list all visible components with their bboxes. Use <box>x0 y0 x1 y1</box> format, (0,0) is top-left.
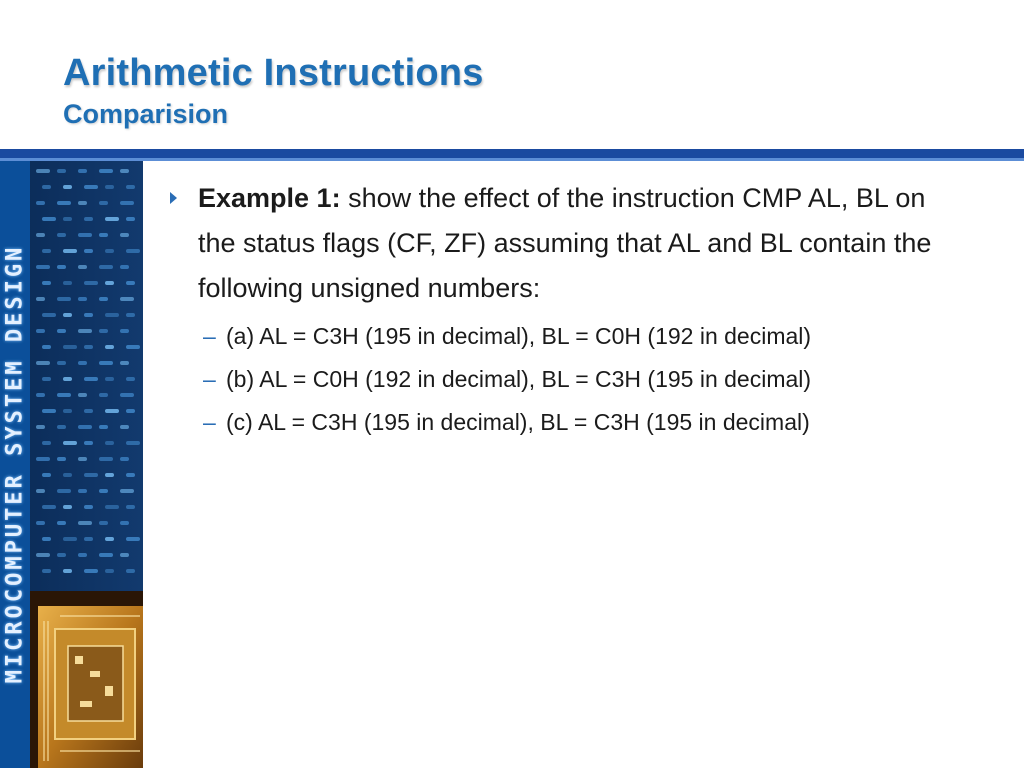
glyph-mark <box>105 473 114 477</box>
glyph-mark <box>36 521 45 525</box>
glyph-mark <box>99 457 113 461</box>
glyph-mark <box>78 553 87 557</box>
glyph-mark <box>120 297 134 301</box>
glyph-mark <box>105 505 119 509</box>
glyph-mark <box>84 345 93 349</box>
slide-body <box>168 176 988 444</box>
glyph-mark <box>99 425 108 429</box>
glyph-mark <box>42 537 51 541</box>
example-label: Example 1: <box>198 183 341 213</box>
glyph-mark <box>105 537 114 541</box>
glyph-mark <box>63 441 77 445</box>
glyph-mark <box>99 233 108 237</box>
glyph-mark <box>105 441 114 445</box>
slide-subtitle: Comparision <box>63 99 229 129</box>
sub-bullet-text: (a) AL = C3H (195 in decimal), BL = C0H (192 in decimal) <box>226 323 812 349</box>
glyph-mark <box>36 169 50 173</box>
glyph-mark <box>42 441 51 445</box>
dash-marker-icon: – <box>203 409 216 435</box>
glyph-mark <box>57 425 66 429</box>
glyph-mark <box>78 169 87 173</box>
glyph-mark <box>84 185 98 189</box>
glyph-mark <box>42 569 51 573</box>
glyph-mark <box>63 249 77 253</box>
sub-bullet-item <box>168 358 988 401</box>
dash-marker-icon: – <box>203 366 216 392</box>
glyph-mark <box>57 265 66 269</box>
glyph-mark <box>105 377 114 381</box>
glyph-mark <box>84 505 93 509</box>
glyph-mark <box>57 233 66 237</box>
glyph-mark <box>57 489 71 493</box>
triangle-right-icon <box>170 192 177 204</box>
slide-title: Arithmetic Instructions <box>63 52 484 94</box>
glyph-mark <box>99 265 113 269</box>
glyph-mark <box>84 313 93 317</box>
glyph-mark <box>57 297 71 301</box>
glyph-mark <box>57 201 71 205</box>
header-rule-highlight <box>0 158 1024 161</box>
glyph-mark <box>42 281 51 285</box>
glyph-mark <box>120 553 129 557</box>
glyph-mark <box>42 409 56 413</box>
glyph-mark <box>126 569 135 573</box>
vertical-course-label <box>0 161 30 768</box>
glyph-mark <box>63 377 72 381</box>
header-rule <box>0 149 1024 158</box>
glyph-mark <box>126 249 140 253</box>
glyph-mark <box>126 185 135 189</box>
glyph-mark <box>42 473 51 477</box>
glyph-mark <box>42 217 56 221</box>
glyph-mark <box>126 345 140 349</box>
sub-bullet-text: (b) AL = C0H (192 in decimal), BL = C3H (195 in decimal) <box>226 366 812 392</box>
glyph-mark <box>84 569 98 573</box>
glyph-mark <box>105 281 114 285</box>
glyph-mark <box>120 489 134 493</box>
glyph-mark <box>105 345 114 349</box>
glyph-mark <box>36 425 45 429</box>
glyph-mark <box>120 393 134 397</box>
course-label-text: MICROCOMPUTER SYSTEM DESIGN <box>2 244 28 684</box>
glyph-mark <box>78 297 87 301</box>
glyph-mark <box>36 201 45 205</box>
glyph-mark <box>84 441 93 445</box>
glyph-mark <box>57 553 66 557</box>
glyph-mark <box>120 425 129 429</box>
glyph-mark <box>126 473 135 477</box>
glyph-mark <box>99 553 113 557</box>
glyph-mark <box>84 409 93 413</box>
glyph-mark <box>63 313 72 317</box>
glyph-mark <box>57 329 66 333</box>
glyph-mark <box>42 249 51 253</box>
glyph-mark <box>42 505 56 509</box>
glyph-mark <box>99 361 113 365</box>
glyph-mark <box>120 233 129 237</box>
glyph-mark <box>126 537 140 541</box>
glyph-mark <box>78 489 87 493</box>
glyph-mark <box>78 361 87 365</box>
glyph-mark <box>105 409 119 413</box>
glyph-mark <box>57 457 66 461</box>
glyph-mark <box>63 473 72 477</box>
glyph-mark <box>99 489 108 493</box>
glyph-mark <box>120 169 129 173</box>
dash-marker-icon: – <box>203 323 216 349</box>
sub-bullet-item <box>168 401 988 444</box>
glyph-mark <box>63 185 72 189</box>
glyph-mark <box>99 297 108 301</box>
glyph-mark <box>120 361 129 365</box>
glyph-mark <box>99 201 108 205</box>
glyph-mark <box>36 329 45 333</box>
glyph-mark <box>63 345 77 349</box>
glyph-mark <box>63 409 72 413</box>
glyph-mark <box>36 361 50 365</box>
sub-bullet-item <box>168 315 988 358</box>
glyph-mark <box>126 441 140 445</box>
glyph-mark <box>126 217 135 221</box>
glyph-mark <box>57 393 71 397</box>
glyph-mark <box>63 537 77 541</box>
glyph-mark <box>36 265 50 269</box>
bullet-text <box>198 176 958 311</box>
glyph-mark <box>57 361 66 365</box>
glyph-mark <box>120 329 129 333</box>
glyph-mark <box>36 553 50 557</box>
glyph-mark <box>84 249 93 253</box>
glyph-mark <box>84 537 93 541</box>
glyph-mark <box>36 457 50 461</box>
glyph-mark <box>105 249 114 253</box>
glyph-mark <box>126 409 135 413</box>
glyph-mark <box>36 489 45 493</box>
glyph-mark <box>63 569 72 573</box>
chip-image <box>30 591 143 768</box>
glyph-mark <box>120 201 134 205</box>
glyph-mark <box>57 169 66 173</box>
glyph-mark <box>99 393 108 397</box>
glyph-mark <box>78 201 87 205</box>
glyph-mark <box>126 377 135 381</box>
glyph-mark <box>120 521 129 525</box>
glyph-mark <box>36 297 45 301</box>
glyph-mark <box>78 233 92 237</box>
glyph-mark <box>99 169 113 173</box>
sub-bullet-text: (c) AL = C3H (195 in decimal), BL = C3H (195 in decimal) <box>226 409 810 435</box>
glyph-mark <box>105 569 114 573</box>
glyph-mark <box>42 345 51 349</box>
bullet-example-1 <box>168 176 988 311</box>
glyph-mark <box>63 281 72 285</box>
glyph-mark <box>99 521 108 525</box>
glyph-mark <box>126 505 135 509</box>
glyph-mark <box>126 313 135 317</box>
glyph-mark <box>126 281 135 285</box>
glyph-mark <box>63 217 72 221</box>
glyph-mark <box>84 377 98 381</box>
glyph-mark <box>84 217 93 221</box>
glyph-mark <box>105 185 114 189</box>
example-description: show the effect of the instruction CMP AL, BL on the status flags (CF, ZF) assuming that AL and BL contain the following unsigned numbers: <box>198 183 932 303</box>
glyph-mark <box>105 217 119 221</box>
glyph-mark <box>36 233 45 237</box>
glyph-mark <box>120 265 129 269</box>
glyph-mark <box>78 425 92 429</box>
glyph-mark <box>99 329 108 333</box>
glyph-mark <box>42 185 51 189</box>
glyph-mark <box>84 473 98 477</box>
glyph-mark <box>84 281 98 285</box>
title-block <box>63 50 484 130</box>
glyph-mark <box>42 377 51 381</box>
glyph-mark <box>78 329 92 333</box>
glyph-mark <box>78 393 87 397</box>
sub-bullet-list <box>168 315 988 444</box>
glyph-mark <box>63 505 72 509</box>
glyph-mark <box>78 521 92 525</box>
glyph-mark <box>105 313 119 317</box>
glyph-mark <box>120 457 129 461</box>
glyph-mark <box>36 393 45 397</box>
glyph-mark <box>42 313 56 317</box>
glyph-mark <box>78 457 87 461</box>
glyph-mark <box>78 265 87 269</box>
glyph-mark <box>57 521 66 525</box>
